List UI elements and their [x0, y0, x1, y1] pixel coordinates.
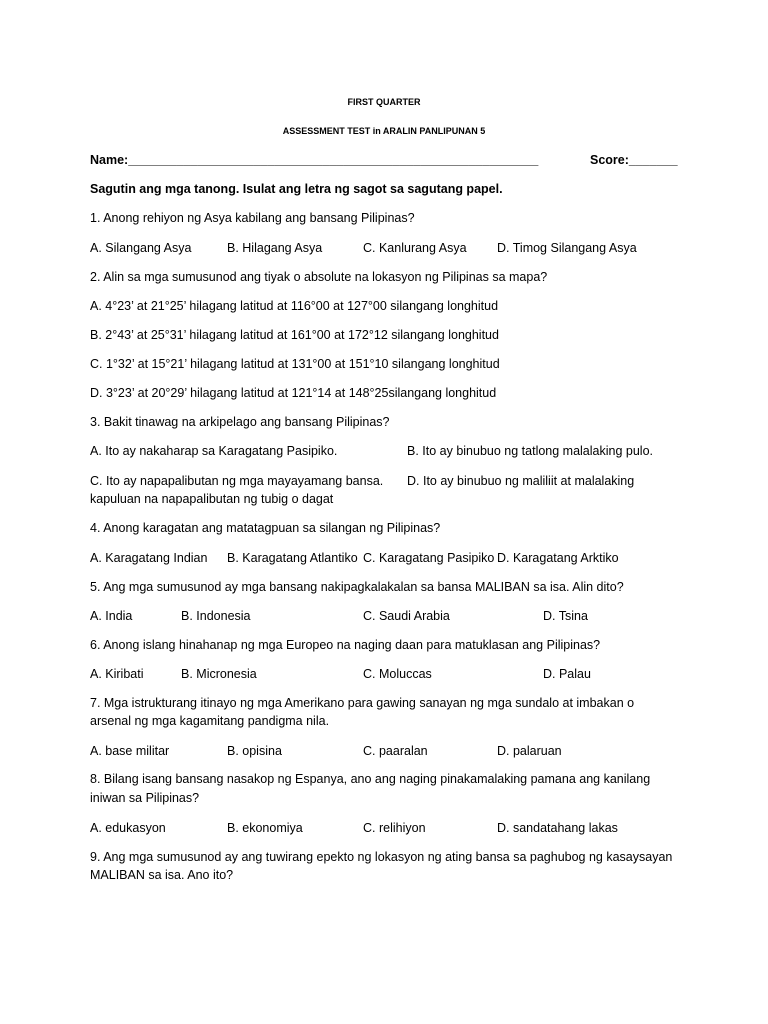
page-title: ASSESSMENT TEST in ARALIN PANLIPUNAN 5: [282, 126, 486, 136]
question-1: 1. Anong rehiyon ng Asya kabilang ang bansang Pilipinas?: [90, 211, 415, 225]
q1-choice-b: B. Hilagang Asya: [227, 241, 323, 255]
q1-choice-a: A. Silangang Asya: [90, 241, 192, 255]
question-7-continued: arsenal ng mga kagamitang pandigma nila.: [90, 714, 330, 728]
q8-choice-b: B. ekonomiya: [227, 821, 303, 835]
question-9-continued: MALIBAN sa isa. Ano ito?: [90, 868, 234, 882]
q7-choice-c: C. paaralan: [363, 744, 428, 758]
q4-choice-d: D. Karagatang Arktiko: [497, 551, 619, 565]
q2-choice-b: B. 2°43’ at 25°31’ hilagang latitud at 161°00 at 172°12 silangang longhitud: [90, 328, 499, 342]
q4-choice-b: B. Karagatang Atlantiko: [227, 551, 358, 565]
name-field: Name:___________________________________________________________: [90, 153, 539, 167]
q6-choice-b: B. Micronesia: [181, 667, 257, 681]
q3-choice-d: D. Ito ay binubuo ng maliliit at malalaking: [407, 474, 635, 488]
question-4: 4. Anong karagatan ang matatagpuan sa silangan ng Pilipinas?: [90, 521, 441, 535]
question-5: 5. Ang mga sumusunod ay mga bansang nakipagkalakalan sa bansa MALIBAN sa isa. Alin dito?: [90, 580, 624, 594]
quarter-heading: FIRST QUARTER: [347, 97, 421, 107]
q4-choice-c: C. Karagatang Pasipiko: [363, 551, 495, 565]
q6-choice-d: D. Palau: [543, 667, 591, 681]
score-field: Score:_______: [590, 153, 678, 167]
q2-choice-d: D. 3°23’ at 20°29’ hilagang latitud at 121°14 at 148°25silangang longhitud: [90, 386, 497, 400]
q6-choice-a: A. Kiribati: [90, 667, 144, 681]
q3-choice-c: C. Ito ay napapalibutan ng mga mayayamang bansa.: [90, 474, 384, 488]
q1-choice-d: D. Timog Silangang Asya: [497, 241, 637, 255]
question-9: 9. Ang mga sumusunod ay ang tuwirang epekto ng lokasyon ng ating bansa sa paghubog ng kasaysayan: [90, 850, 673, 864]
q2-choice-c: C. 1°32’ at 15°21’ hilagang latitud at 131°00 at 151°10 silangang longhitud: [90, 357, 500, 371]
q3-choice-b: B. Ito ay binubuo ng tatlong malalaking pulo.: [407, 444, 654, 458]
q4-choice-a: A. Karagatang Indian: [90, 551, 208, 565]
q8-choice-a: A. edukasyon: [90, 821, 166, 835]
question-8-continued: iniwan sa Pilipinas?: [90, 791, 200, 805]
question-6: 6. Anong islang hinahanap ng mga Europeo na naging daan para matuklasan ang Pilipinas?: [90, 638, 601, 652]
q1-choice-c: C. Kanlurang Asya: [363, 241, 467, 255]
q6-choice-c: C. Moluccas: [363, 667, 432, 681]
question-8: 8. Bilang isang bansang nasakop ng Espanya, ano ang naging pinakamalaking pamana ang kanilang: [90, 772, 651, 786]
question-3: 3. Bakit tinawag na arkipelago ang bansang Pilipinas?: [90, 415, 390, 429]
question-2: 2. Alin sa mga sumusunod ang tiyak o absolute na lokasyon ng Pilipinas sa mapa?: [90, 270, 548, 284]
q8-choice-c: C. relihiyon: [363, 821, 426, 835]
q7-choice-b: B. opisina: [227, 744, 282, 758]
q5-choice-a: A. India: [90, 609, 133, 623]
q5-choice-b: B. Indonesia: [181, 609, 251, 623]
q3-choice-a: A. Ito ay nakaharap sa Karagatang Pasipiko.: [90, 444, 338, 458]
q5-choice-d: D. Tsina: [543, 609, 588, 623]
q3-choice-d-continued: kapuluan na napapalibutan ng tubig o dagat: [90, 492, 334, 506]
q5-choice-c: C. Saudi Arabia: [363, 609, 450, 623]
instructions: Sagutin ang mga tanong. Isulat ang letra ng sagot sa sagutang papel.: [90, 182, 503, 196]
q8-choice-d: D. sandatahang lakas: [497, 821, 618, 835]
q2-choice-a: A. 4°23’ at 21°25’ hilagang latitud at 116°00 at 127°00 silangang longhitud: [90, 299, 499, 313]
question-7: 7. Mga istrukturang itinayo ng mga Amerikano para gawing sanayan ng mga sundalo at imbakan o: [90, 696, 635, 710]
q7-choice-d: D. palaruan: [497, 744, 562, 758]
q7-choice-a: A. base militar: [90, 744, 170, 758]
